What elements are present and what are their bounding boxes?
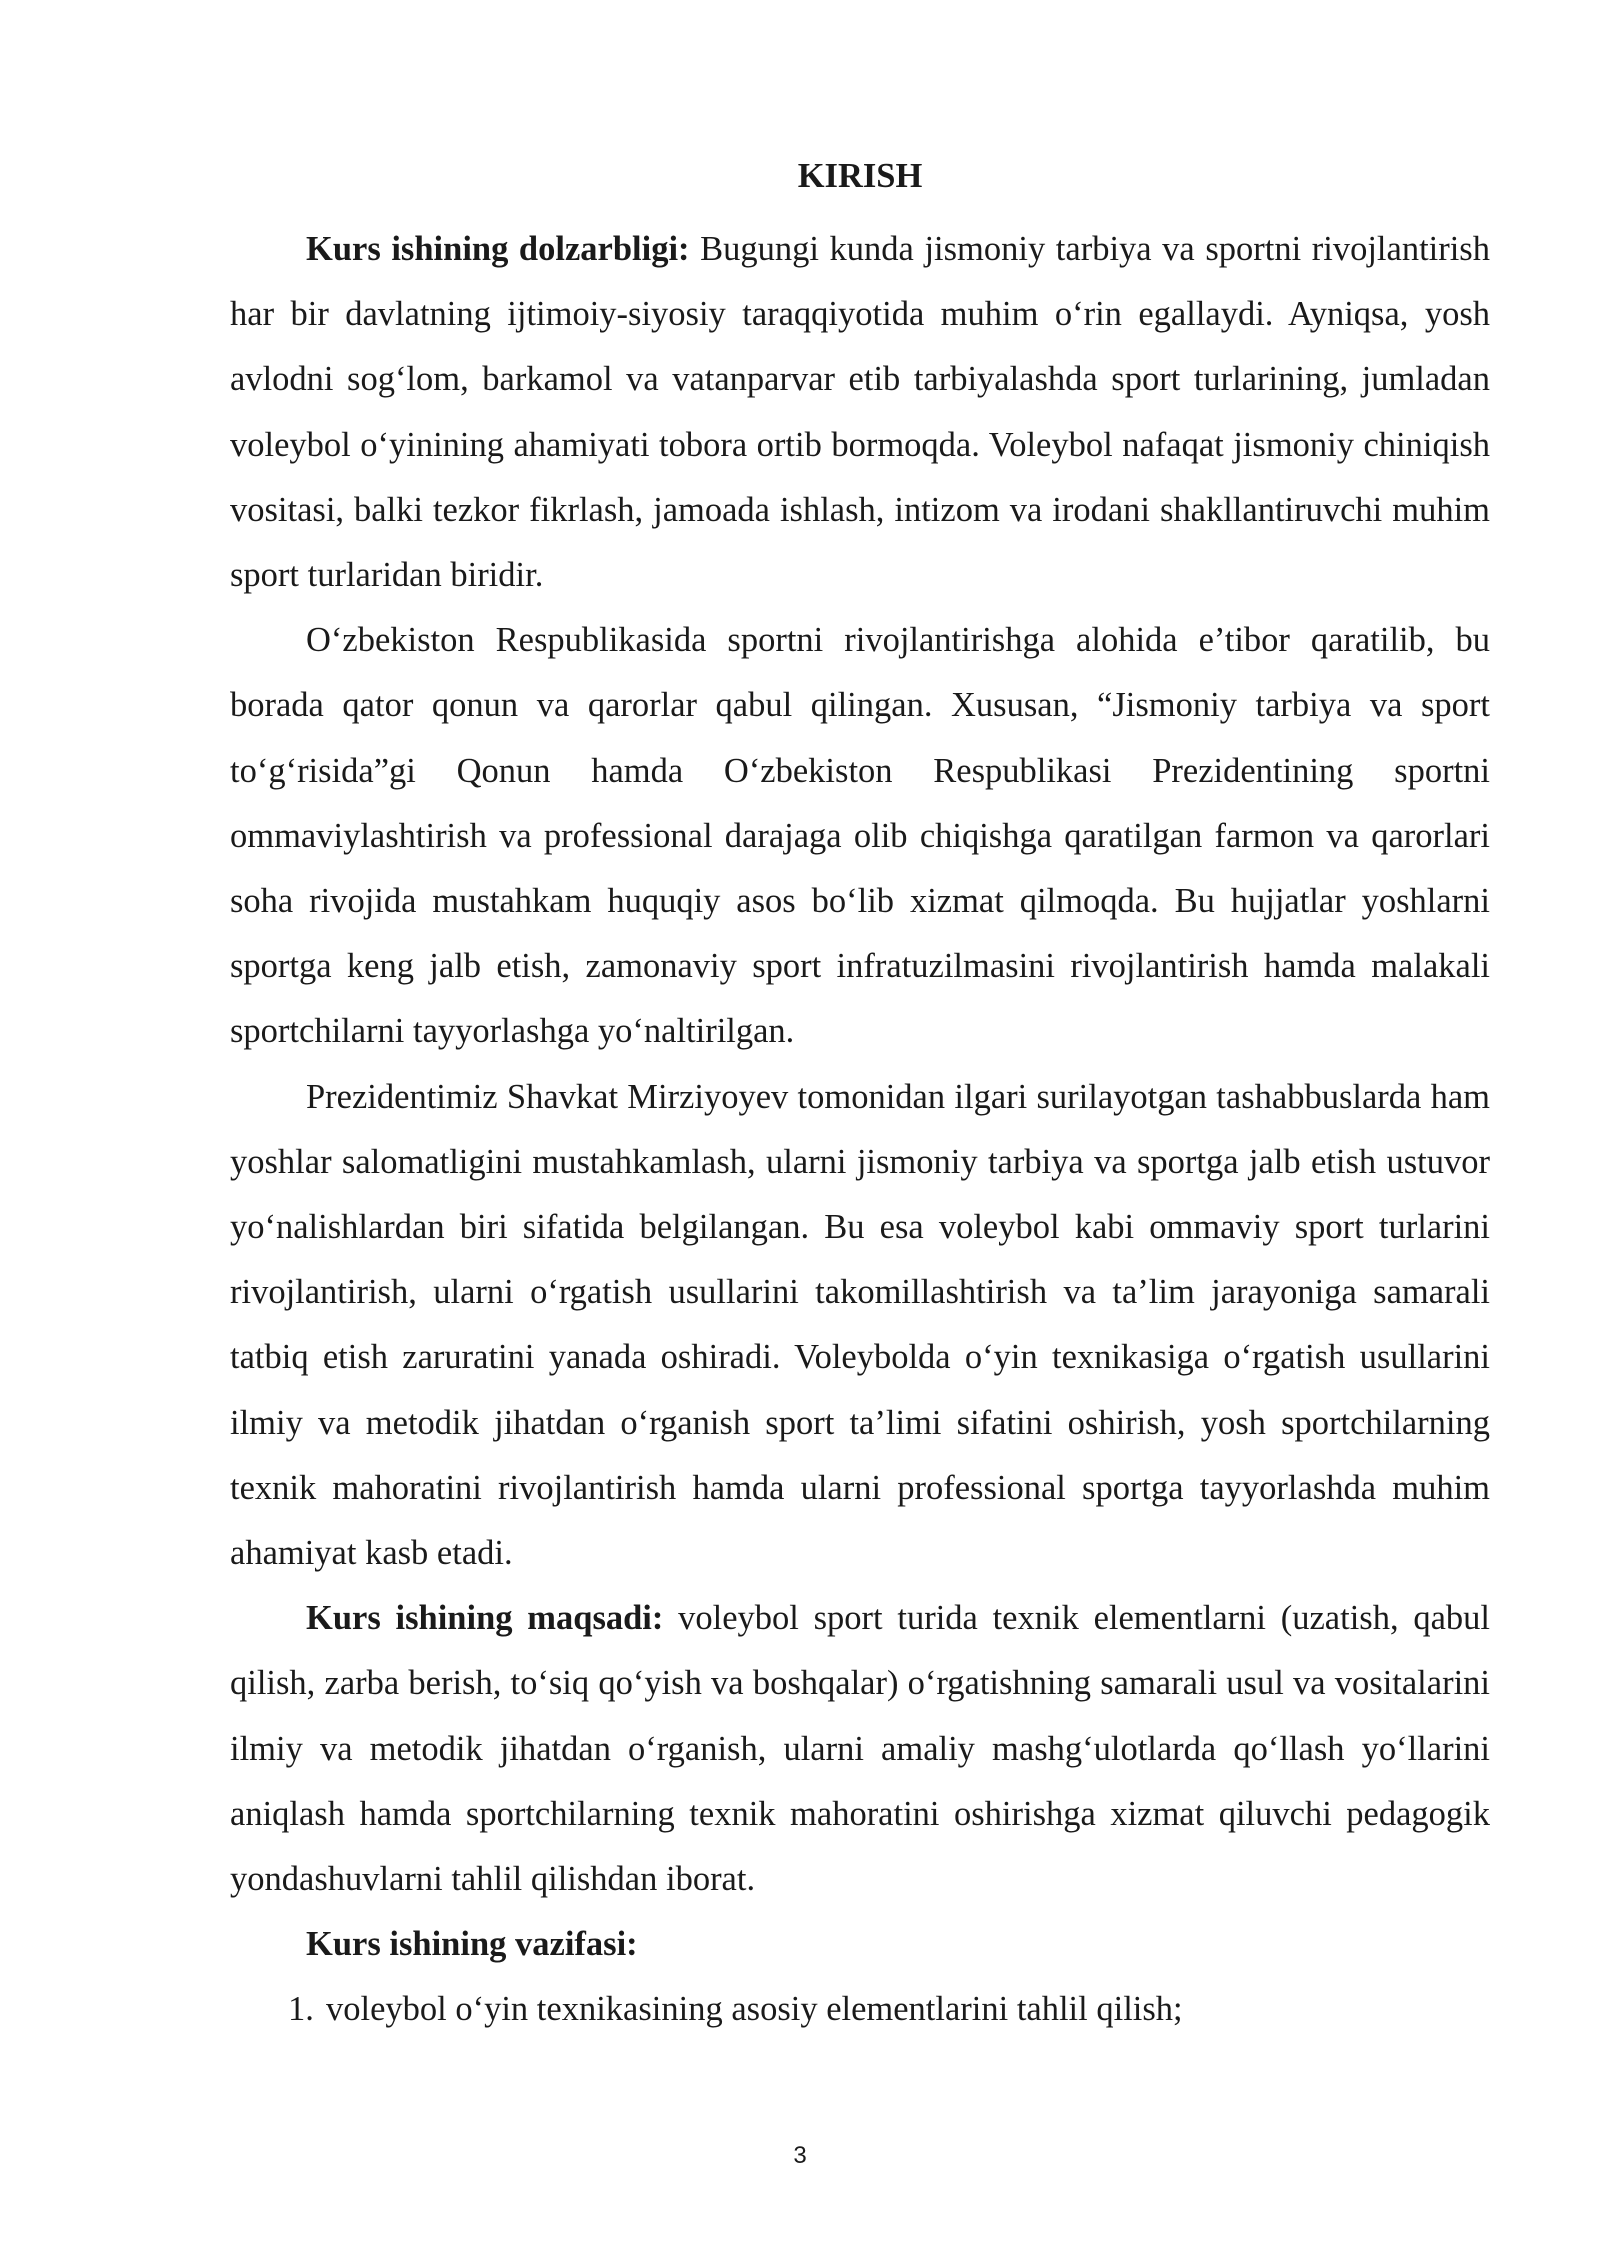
tasks-heading-text: Kurs ishining vazifasi: <box>306 1925 638 1964</box>
page-number: 3 <box>793 2142 807 2169</box>
paragraph-lead: Kurs ishining dolzarbligi: <box>306 230 690 268</box>
tasks-heading <box>230 1912 1490 1977</box>
paragraph-initiatives <box>230 1065 1490 1587</box>
list-item <box>230 1977 1490 2042</box>
paragraph-text: Prezidentimiz Shavkat Mirziyoyev tomonidan ilgari surilayotgan tashabbuslarda ham yoshlar salomatligini mustahkamlash, ularni jismoniy tarbiya va sportga jalb etish ustuvor yo‘nalishlardan biri sifatida belgilangan. Bu esa voleybol kabi ommaviy sport turlarini rivojlantirish, ularni o‘rgatish usullarini takomillashtirish va ta’lim jarayoniga samarali tatbiq etish zaruratini yanada oshiradi. Voleybolda o‘yin texnikasiga o‘rgatish usullarini ilmiy va metodik jihatdan o‘rganish sport ta’limi sifatini oshirish, yosh sportchilarning texnik mahoratini rivojlantirish hamda ularni professional sportga tayyorlashda muhim ahamiyat kasb etadi. <box>230 1077 1490 1573</box>
body-text <box>230 217 1490 2043</box>
paragraph-relevance <box>230 217 1490 608</box>
paragraph-text: O‘zbekiston Respublikasida sportni rivojlantirishga alohida e’tibor qaratilib, bu borada qator qonun va qarorlar qabul qilingan. Xususan, “Jismoniy tarbiya va sport to‘g‘risida”gi Qonun hamda O‘zbekiston Respublikasi Prezidentining sportni ommaviylashtirish va professional darajaga olib chiqishga qaratilgan farmon va qarorlari soha rivojida mustahkam huquqiy asos bo‘lib xizmat qilmoqda. Bu hujjatlar yoshlarni sportga keng jalb etish, zamonaviy sport infratuzilmasini rivojlantirish hamda malakali sportchilarni tayyorlashga yo‘naltirilgan. <box>230 621 1490 1051</box>
paragraph-legislation <box>230 608 1490 1064</box>
tasks-list <box>230 1977 1490 2042</box>
list-item-text: voleybol o‘yin texnikasining asosiy elementlarini tahlil qilish; <box>326 1990 1183 2029</box>
paragraph-text: voleybol sport turida texnik elementlarni (uzatish, qabul qilish, zarba berish, to‘siq qo‘yish va boshqalar) o‘rgatishning samarali usul va vositalarini ilmiy va metodik jihatdan o‘rganish, ularni amaliy mashg‘ulotlarda qo‘llash yo‘llarini aniqlash hamda sportchilarning texnik mahoratini oshirishga xizmat qiluvchi pedagogik yondashuvlarni tahlil qilishdan iborat. <box>230 1599 1490 1899</box>
list-item-number: 1. <box>288 1990 314 2029</box>
paragraph-text: Bugungi kunda jismoniy tarbiya va sportni rivojlantirish har bir davlatning ijtimoiy-siyosiy taraqqiyotida muhim o‘rin egallaydi. Ayniqsa, yosh avlodni sog‘lom, barkamol va vatanparvar etib tarbiyalashda sport turlarining, jumladan voleybol o‘yinining ahamiyati tobora ortib bormoqda. Voleybol nafaqat jismoniy chiniqish vositasi, balki tezkor fikrlash, jamoada ishlash, intizom va irodani shakllantiruvchi muhim sport turlaridan biridir. <box>230 230 1490 595</box>
paragraph-lead: Kurs ishining maqsadi: <box>306 1599 664 1638</box>
section-title: KIRISH <box>797 157 923 195</box>
paragraph-goal <box>230 1586 1490 1912</box>
